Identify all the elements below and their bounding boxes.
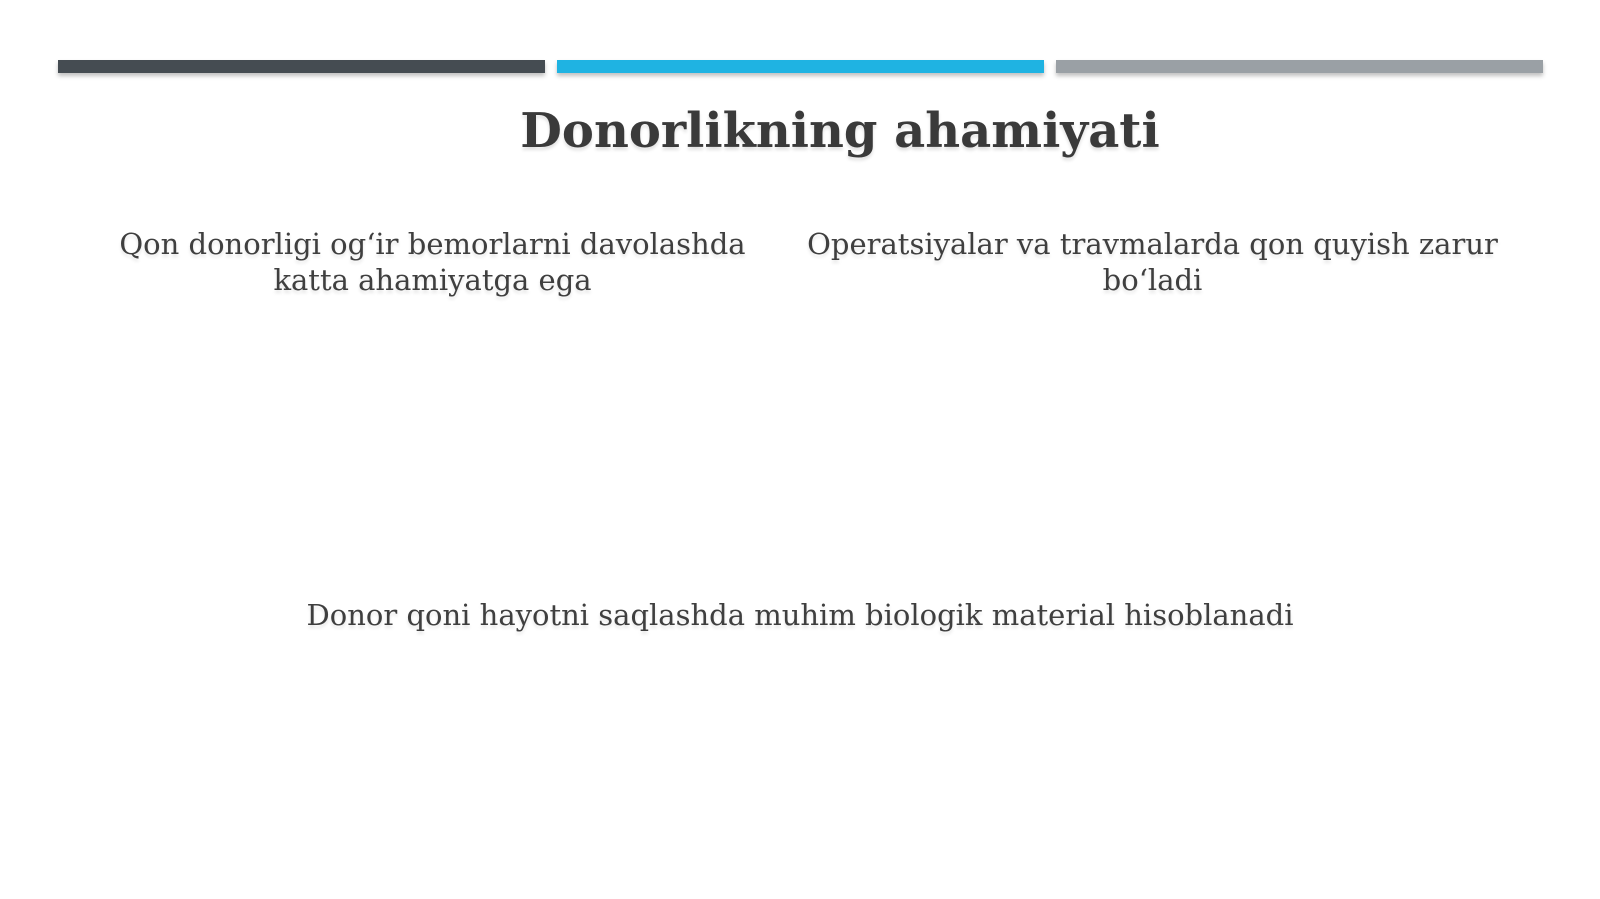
accent-bar-dark — [58, 60, 545, 73]
text-point-3: Donor qoni hayotni saqlashda muhim biologik material hisoblanadi — [306, 598, 1294, 632]
text-point-2: Operatsiyalar va travmalarda qon quyish zarur bo‘ladi — [807, 227, 1498, 297]
slide-title: Donorlikning ahamiyati — [520, 103, 1160, 159]
accent-bar-gray — [1056, 60, 1543, 73]
accent-bar-blue — [557, 60, 1044, 73]
text-point-1: Qon donorligi og‘ir bemorlarni davolashda katta ahamiyatga ega — [119, 227, 746, 297]
